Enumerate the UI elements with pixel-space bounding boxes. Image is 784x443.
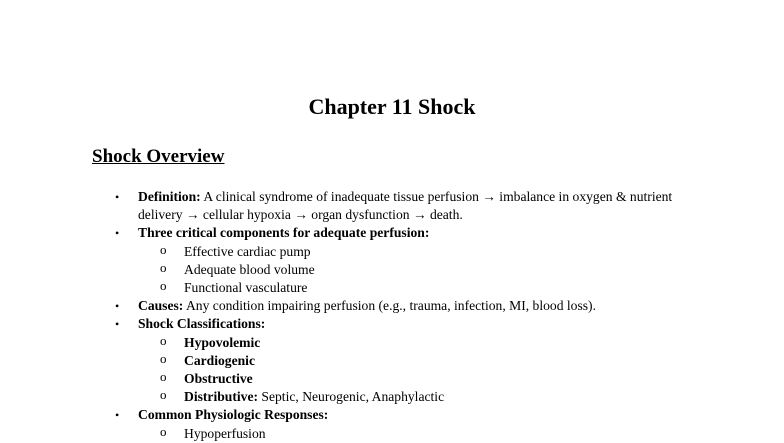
sub-list-item-body: Hypoperfusion — [184, 425, 266, 441]
sub-list-item-label: Obstructive — [184, 371, 253, 387]
list-item-label: Definition: — [138, 189, 201, 204]
sub-list-item — [0, 388, 784, 406]
list-item-label: Common Physiologic Responses: — [138, 407, 329, 423]
sub-list-item-text — [184, 425, 784, 443]
sub-bullet-icon: o — [160, 332, 167, 348]
sub-bullet-icon: o — [160, 278, 167, 294]
list-item-body: Any condition impairing perfusion (e.g., trauma, infection, MI, blood loss). — [183, 298, 596, 314]
list-item-text — [138, 188, 684, 224]
sub-list-item-body: Functional vasculature — [184, 280, 308, 296]
sub-list-item-label: Cardiogenic — [184, 352, 255, 368]
list-item-body: A clinical syndrome of inadequate tissue perfusion → imbalance in oxygen & nutrient delivery → cellular hypoxia → organ dysfunction → death. — [138, 189, 673, 223]
sub-list-item — [0, 352, 784, 370]
sub-list-item-body: Effective cardiac pump — [184, 243, 311, 259]
list-item-text — [138, 315, 684, 333]
sub-list-item — [0, 279, 784, 297]
sub-list-item-text — [184, 334, 784, 352]
sub-list-item — [0, 334, 784, 352]
sub-bullet-icon: o — [160, 259, 167, 275]
list-item-label: Causes: — [138, 298, 184, 314]
bullet-icon: • — [115, 190, 120, 204]
bullet-icon: • — [115, 226, 120, 241]
sub-list-item-text — [184, 370, 784, 388]
list-item-label: Three critical components for adequate perfusion: — [138, 225, 430, 241]
bullet-list — [0, 188, 784, 443]
sub-list-item-text — [184, 243, 784, 261]
sub-bullet-icon: o — [160, 369, 167, 385]
list-item-label: Shock Classifications: — [138, 316, 266, 332]
bullet-icon: • — [115, 299, 120, 314]
chapter-title: Chapter 11 Shock — [308, 94, 476, 119]
sub-list-item — [0, 370, 784, 388]
sub-list-item — [0, 243, 784, 261]
sub-list-item-body: Septic, Neurogenic, Anaphylactic — [258, 389, 445, 405]
sub-list-item-text — [184, 279, 784, 297]
sub-list-item-label: Distributive: — [184, 389, 259, 405]
sub-list-item-text — [184, 261, 784, 279]
list-item-text — [138, 297, 684, 315]
list-item — [0, 406, 784, 424]
sub-list-item — [0, 261, 784, 279]
list-item — [0, 224, 784, 242]
sub-list-item-text — [184, 352, 784, 370]
list-item-text — [138, 224, 684, 242]
sub-list-item-text — [184, 388, 784, 406]
list-item-text — [138, 406, 684, 424]
list-item — [0, 297, 784, 315]
sub-bullet-icon: o — [160, 387, 167, 403]
sub-bullet-icon: o — [160, 350, 167, 366]
section-heading: Shock Overview — [92, 146, 225, 167]
bullet-icon: • — [115, 408, 120, 423]
sub-list-item-label: Hypovolemic — [184, 334, 261, 350]
sub-bullet-icon: o — [160, 423, 167, 439]
sub-list-item-body: Adequate blood volume — [184, 261, 315, 277]
list-item — [0, 315, 784, 333]
list-item — [0, 188, 784, 224]
sub-bullet-icon: o — [160, 241, 167, 257]
bullet-icon: • — [115, 317, 120, 332]
sub-list-item — [0, 425, 784, 443]
